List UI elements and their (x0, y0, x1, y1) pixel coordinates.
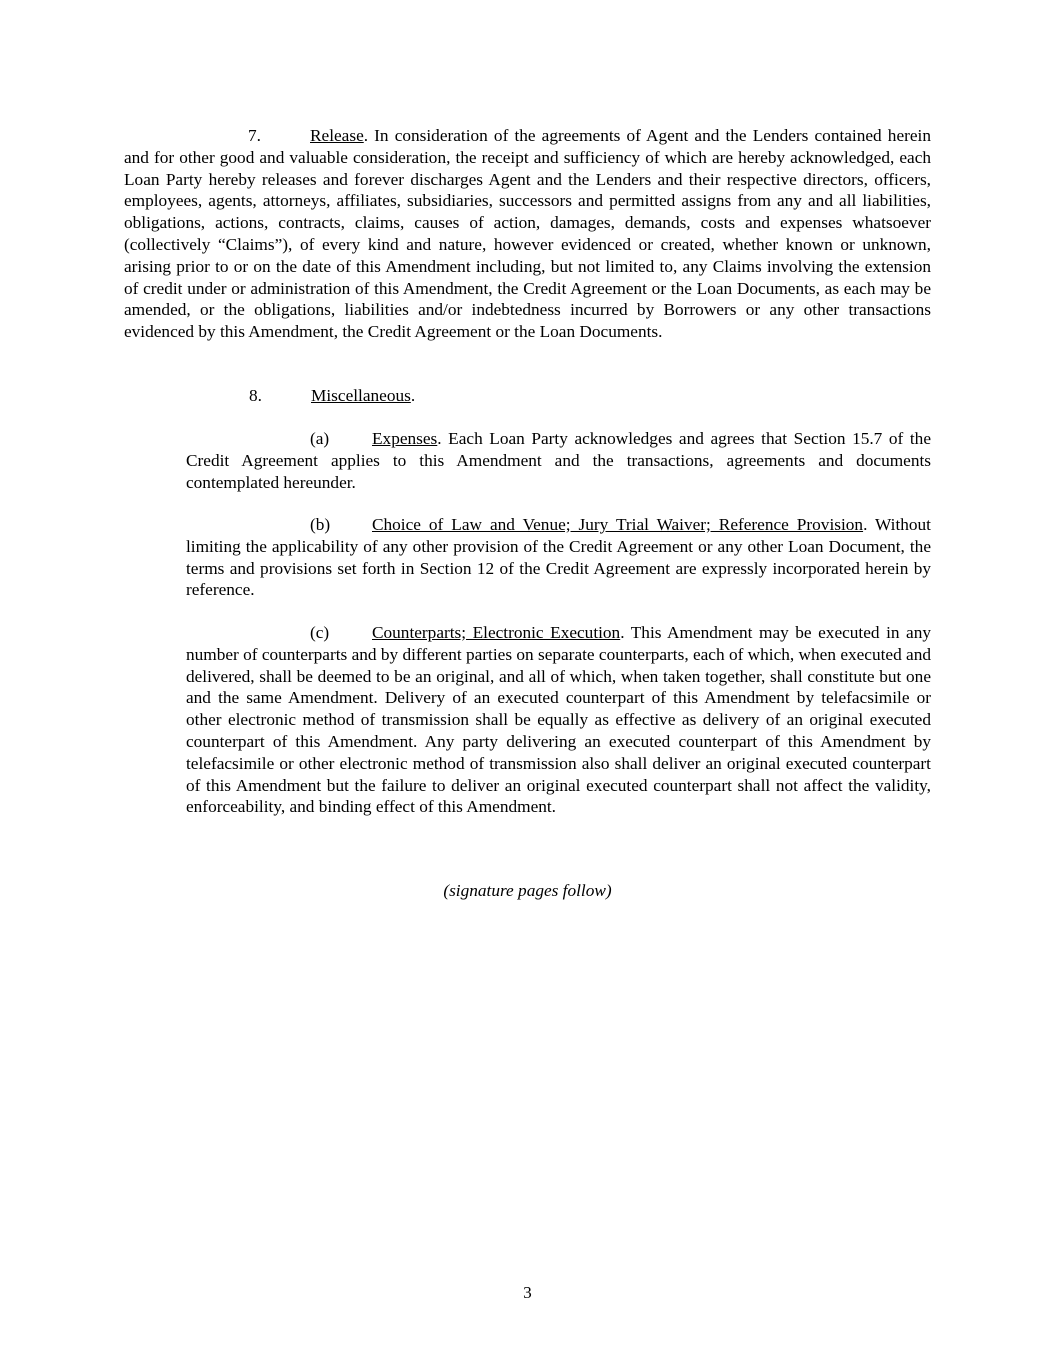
section-8-heading: Miscellaneous (311, 386, 411, 405)
section-7-paragraph (124, 125, 931, 343)
subsection-a-paragraph (186, 428, 931, 493)
page-number: 3 (523, 1283, 532, 1302)
subsection-c-number: (c) (310, 623, 330, 642)
section-7-number: 7. (248, 126, 261, 145)
subsection-c-body: . This Amendment may be executed in any number of counterparts and by different parties on separate counterparts, each of which, when executed and delivered, shall be deemed to be an original, and all of which, when taken together, shall constitute but one and the same Amendment. Delivery of an executed counterpart of this Amendment by telefacsimile or other electronic method of transmission shall be equally as effective as delivery of an original executed counterpart of this Amendment. Any party delivering an executed counterpart of this Amendment by telefacsimile or other electronic method of transmission also shall deliver an original executed counterpart of this Amendment but the failure to deliver an original executed counterpart shall not affect the validity, enforceability, and binding effect of this Amendment. (186, 623, 931, 817)
subsection-b-number: (b) (310, 515, 331, 534)
section-8-paragraph (249, 385, 849, 407)
section-8-number: 8. (249, 386, 262, 405)
section-8-tail: . (410, 386, 416, 405)
subsection-b-body: . Without limiting the applicability of any other provision of the Credit Agreement or any other Loan Document, the terms and provisions set forth in Section 12 of the Credit Agreement are expressly incorporated herein by reference. (186, 515, 931, 600)
subsection-a-heading: Expenses (372, 429, 438, 448)
signature-pages-note: (signature pages follow) (443, 881, 612, 900)
subsection-a-number: (a) (310, 429, 330, 448)
section-7-heading: Release (310, 126, 364, 145)
subsection-a-body: . Each Loan Party acknowledges and agrees that Section 15.7 of the Credit Agreement applies to this Amendment and the transactions, agreements and documents contemplated hereunder. (186, 429, 931, 492)
subsection-b-paragraph (186, 514, 931, 601)
subsection-c-heading: Counterparts; Electronic Execution (372, 623, 621, 642)
subsection-c-paragraph (186, 622, 931, 818)
section-7-body: . In consideration of the agreements of Agent and the Lenders contained herein and for other good and valuable consideration, the receipt and sufficiency of which are hereby acknowledged, each Loan Party hereby releases and forever discharges Agent and the Lenders and their respective directors, officers, employees, agents, attorneys, affiliates, subsidiaries, successors and permitted assigns from any and all liabilities, obligations, actions, contracts, claims, causes of action, damages, demands, costs and expenses whatsoever (collectively “Claims”), of every kind and nature, however evidenced or created, whether known or unknown, arising prior to or on the date of this Amendment including, but not limited to, any Claims involving the extension of credit under or administration of this Amendment, the Credit Agreement or the Loan Documents, as each may be amended, or the obligations, liabilities and/or indebtedness incurred by Borrowers or any other transactions evidenced by this Amendment, the Credit Agreement or the Loan Documents. (124, 126, 931, 342)
subsection-b-heading: Choice of Law and Venue; Jury Trial Waiver; Reference Provision (372, 515, 864, 534)
